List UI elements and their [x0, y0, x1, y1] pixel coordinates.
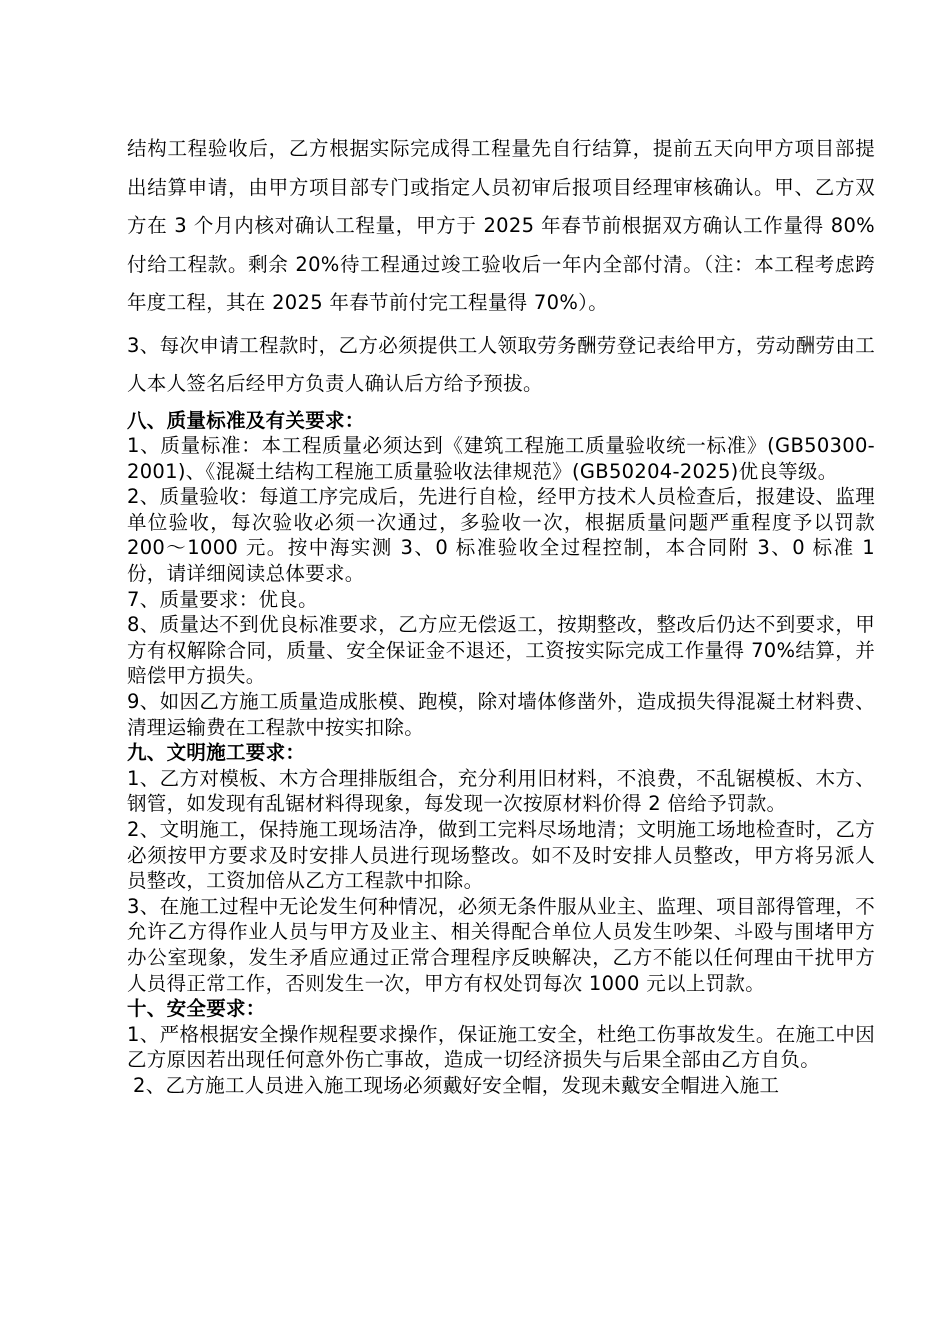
section-safety: [127, 996, 875, 1098]
section-heading-civilized: 九、文明施工要求：: [127, 741, 306, 765]
civilized-item-2: 2、文明施工，保持施工现场洁净，做到工完料尽场地清；文明施工场地检查时，乙方必须按甲方要求及时安排人员进行现场整改。如不及时安排人员整改，甲方将另派人员整改，工资加倍从乙方工程款中扣除。: [127, 818, 875, 893]
paragraph-settlement: 结构工程验收后，乙方根据实际完成得工程量先自行结算，提前五天向甲方项目部提出结算申请，由甲方项目部专门或指定人员初审后报项目经理审核确认。甲、乙方双方在 3 个月内核对确认工程量，甲方于 2025 年春节前根据双方确认工作量得 80%付给工程款。剩余 20%待工程通过竣工验收后一年内全部付清。（注：本工程考虑跨年度工程，其在 2025 年春节前付完工程量得 70%）。: [127, 137, 875, 314]
safety-item-2: 2、乙方施工人员进入施工现场必须戴好安全帽，发现未戴安全帽进入施工: [133, 1073, 780, 1097]
section-heading-safety: 十、安全要求：: [127, 997, 266, 1021]
quality-item-1: 1、质量标准：本工程质量必须达到《建筑工程施工质量验收统一标准》(GB50300-2001)、《混凝土结构工程施工质量验收法律规范》(GB50204-2025)优良等级。: [127, 434, 875, 483]
quality-item-8: 8、质量达不到优良标准要求，乙方应无偿返工，按期整改，整改后仍达不到要求，甲方有权解除合同，质量、安全保证金不退还，工资按实际完成工作量得 70%结算，并赔偿甲方损失。: [127, 613, 875, 688]
quality-item-7: 7、质量要求：优良。: [127, 587, 318, 611]
document-page: [127, 130, 875, 1099]
civilized-item-1: 1、乙方对模板、木方合理排版组合，充分利用旧材料，不浪费，不乱锯模板、木方、钢管，如发现有乱锯材料得现象，每发现一次按原材料价得 2 倍给予罚款。: [127, 766, 875, 816]
paragraph-payment-application: 3、每次申请工程款时，乙方必须提供工人领取劳务酬劳登记表给甲方，劳动酬劳由工人本人签名后经甲方负责人确认后方给予预拔。: [127, 333, 875, 395]
quality-item-9: 9、如因乙方施工质量造成胀模、跑模，除对墙体修凿外，造成损失得混凝土材料费、清理运输费在工程款中按实扣除。: [127, 690, 875, 739]
safety-item-1: 1、严格根据安全操作规程要求操作，保证施工安全，杜绝工伤事故发生。在施工中因乙方原因若出现任何意外伤亡事故，造成一切经济损失与后果全部由乙方自负。: [127, 1022, 875, 1072]
quality-item-2: 2、质量验收：每道工序完成后，先进行自检，经甲方技术人员检查后，报建设、监理单位验收，每次验收必须一次通过，多验收一次，根据质量问题严重程度予以罚款 200～1000 元。按中海实测 3、0 标准验收全过程控制，本合同附 3、0 标准 1 份，请详细阅读总体要求。: [127, 485, 875, 586]
section-heading-quality: 八、质量标准及有关要求：: [127, 408, 365, 432]
civilized-item-3: 3、在施工过程中无论发生何种情况，必须无条件服从业主、监理、项目部得管理，不允许乙方得作业人员与甲方及业主、相关得配合单位人员发生吵架、斗殴与围堵甲方办公室现象，发生矛盾应通过正常合理程序反映解决，乙方不能以任何理由干扰甲方人员得正常工作，否则发生一次，甲方有权处罚每次 1000 元以上罚款。: [127, 894, 875, 995]
section-quality: [127, 408, 875, 741]
section-civilized-construction: [127, 740, 875, 996]
